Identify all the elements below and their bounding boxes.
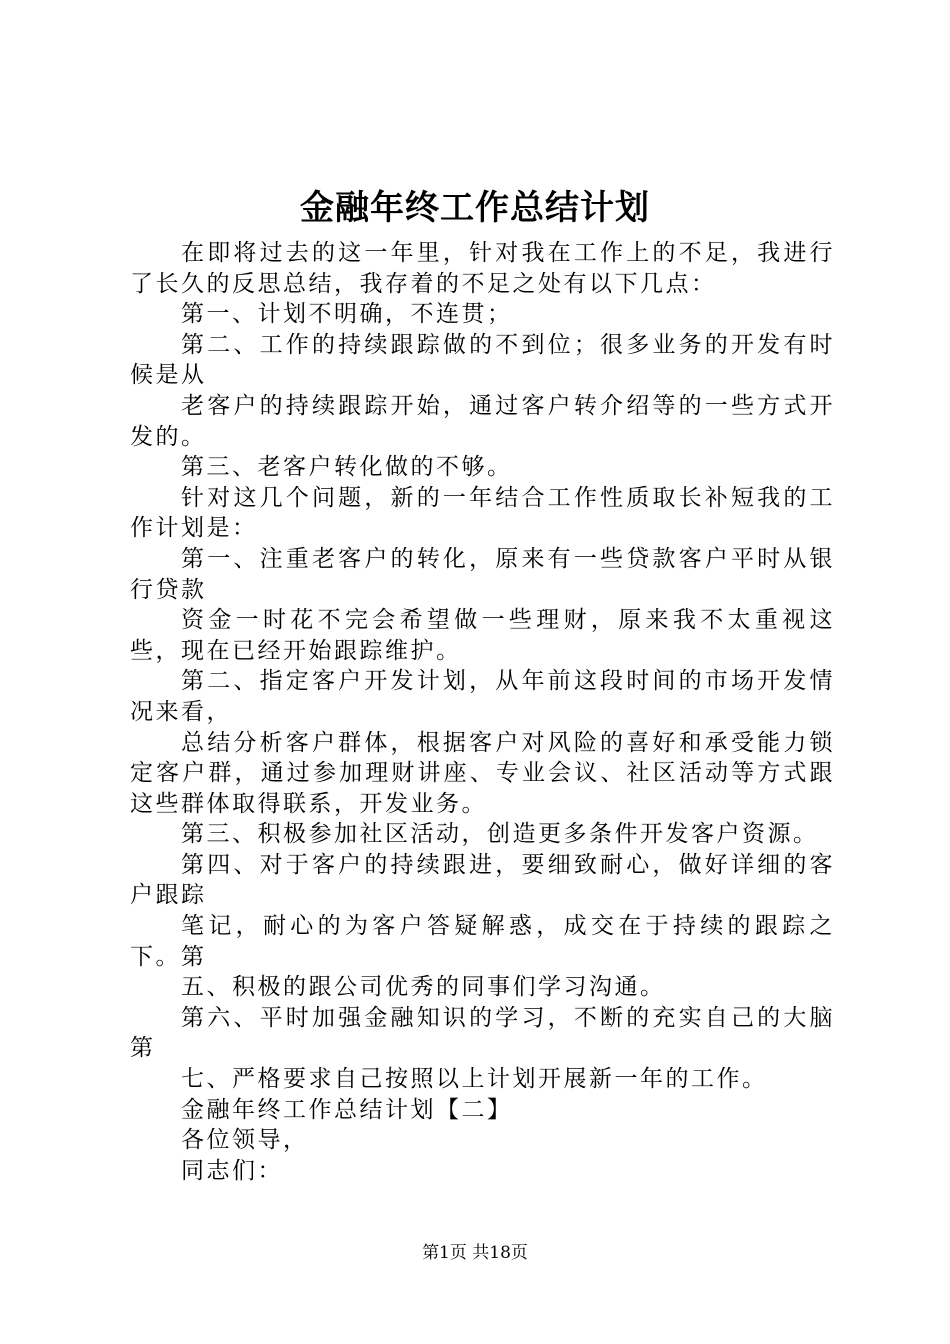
page-footer: 第1页 共18页 [422,1243,528,1263]
paragraph: 第二、指定客户开发计划，从年前这段时间的市场开发情况来看， [130,668,835,725]
paragraph: 第六、平时加强金融知识的学习，不断的充实自己的大脑第 [130,1004,835,1062]
paragraph: 笔记，耐心的为客户答疑解惑，成交在于持续的跟踪之下。第 [130,913,835,970]
salutation: 同志们： [181,1157,283,1184]
section-heading: 金融年终工作总结计划【二】 [181,1096,513,1123]
paragraph: 资金一时花不完会希望做一些理财，原来我不太重视这些，现在已经开始跟踪维护。 [130,607,835,664]
paragraph: 第三、积极参加社区活动，创造更多条件开发客户资源。 [181,821,819,848]
paragraph: 五、积极的跟公司优秀的同事们学习沟通。 [181,974,666,1001]
paragraph: 第三、老客户转化做的不够。 [181,454,513,481]
document-body [130,238,835,1186]
paragraph: 第四、对于客户的持续跟进，要细致耐心，做好详细的客户跟踪 [130,851,835,909]
paragraph: 第二、工作的持续跟踪做的不到位；很多业务的开发有时候是从 [130,331,835,389]
paragraph: 老客户的持续跟踪开始，通过客户转介绍等的一些方式开发的。 [130,392,835,450]
paragraph: 总结分析客户群体，根据客户对风险的喜好和承受能力锁定客户群，通过参加理财讲座、专业会议、社区活动等方式跟这些群体取得联系，开发业务。 [130,729,835,817]
paragraph: 在即将过去的这一年里，针对我在工作上的不足，我进行了长久的反思总结，我存着的不足之处有以下几点： [130,240,835,297]
paragraph: 七、严格要求自己按照以上计划开展新一年的工作。 [181,1066,768,1093]
paragraph: 第一、注重老客户的转化，原来有一些贷款客户平时从银行贷款 [130,545,835,603]
paragraph: 第一、计划不明确，不连贯； [181,301,513,328]
document-title: 金融年终工作总结计划 [300,188,650,228]
paragraph: 针对这几个问题，新的一年结合工作性质取长补短我的工作计划是： [130,484,835,542]
salutation: 各位领导， [181,1127,309,1154]
